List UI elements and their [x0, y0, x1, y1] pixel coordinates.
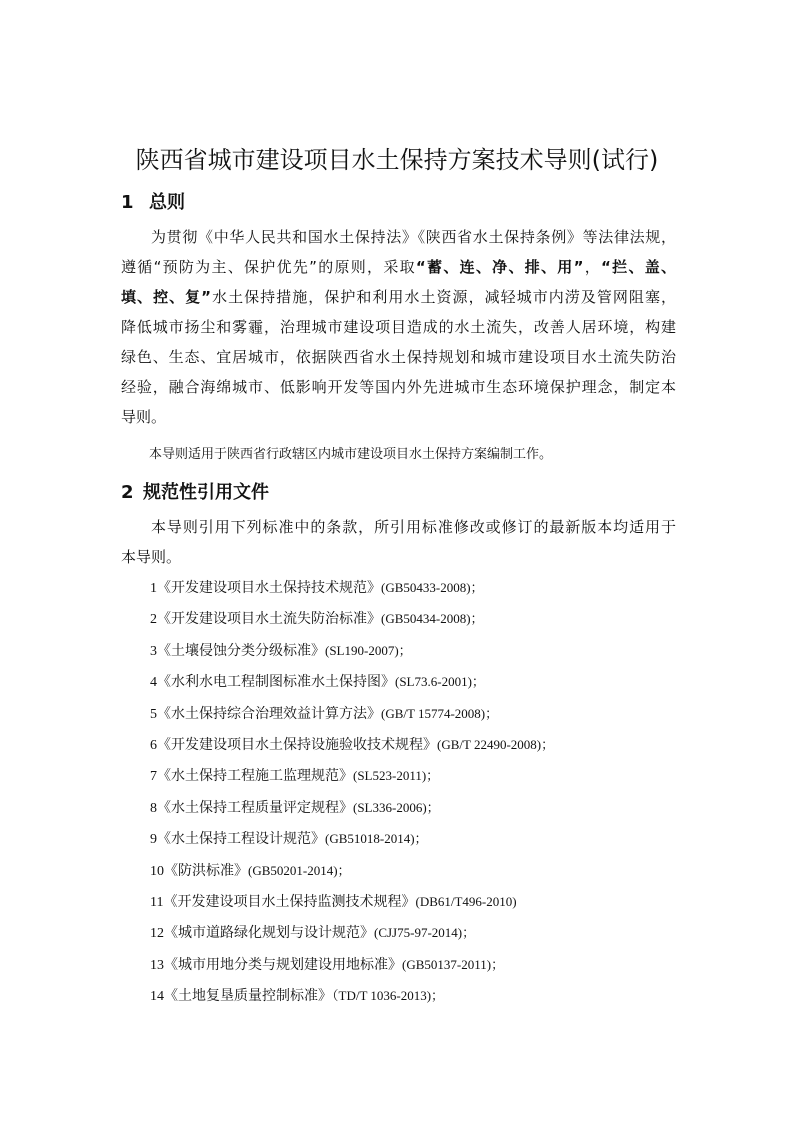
reference-code: (SL190-2007)；	[325, 642, 412, 658]
reference-item	[150, 603, 690, 634]
reference-item	[150, 760, 690, 791]
reference-code: （TD/T 1036-2013)；	[332, 988, 445, 1004]
reference-code: (CJJ75-97-2014)；	[374, 925, 476, 941]
reference-item	[150, 635, 690, 666]
section-2-intro-line-2: 本导则。	[121, 548, 182, 566]
reference-number: 10	[150, 863, 164, 879]
reference-title: 《水土保持工程设计规范》	[157, 831, 325, 848]
reference-title: 《水土保持工程质量评定规程》	[157, 799, 353, 816]
section-2-number: 2	[121, 482, 134, 503]
reference-item	[150, 792, 690, 823]
paragraph-1-measures-bold-3: 填、控、复”	[121, 288, 212, 306]
reference-item	[150, 666, 690, 697]
paragraph-1-line-5: 绿色、生态、宜居城市，依据陕西省水土保持规划和城市建设项目水土流失防治	[121, 348, 676, 366]
reference-number: 2	[150, 612, 157, 628]
section-2-intro-line-1: 本导则引用下列标准中的条款，所引用标准修改或修订的最新版本均适用于	[151, 518, 676, 536]
section-1-title: 总则	[149, 192, 185, 213]
reference-item	[150, 729, 690, 760]
section-2-heading	[121, 480, 269, 506]
reference-title: 《开发建设项目水土保持技术规范》	[157, 580, 381, 596]
paragraph-1-line-4: 降低城市扬尘和雾霾，治理城市建设项目造成的水土流失，改善人居环境，构建	[121, 318, 676, 336]
reference-number: 9	[150, 832, 157, 848]
reference-title: 《水土保持工程施工监理规范》	[157, 768, 353, 785]
paragraph-1-line-3-text: 水土保持措施，保护和利用水土资源，减轻城市内涝及管网阻塞，	[211, 288, 676, 306]
reference-title: 《土壤侵蚀分类分级标准》	[157, 642, 325, 659]
reference-title: 《城市用地分类与规划建设用地标准》	[164, 956, 402, 973]
reference-code: (GB50433-2008)；	[381, 580, 484, 595]
reference-number: 13	[150, 957, 164, 973]
reference-number: 14	[150, 989, 164, 1005]
reference-code: (GB50201-2014)；	[248, 862, 351, 878]
reference-item	[150, 917, 690, 948]
reference-title: 《开发建设项目水土流失防治标准》	[157, 611, 381, 628]
reference-item	[150, 823, 690, 854]
paragraph-1-line-2-text-a: 遵循“预防为主、保护优先”的原则，采取	[121, 258, 416, 276]
paragraph-1-line-3	[121, 282, 676, 312]
section-1-number: 1	[121, 192, 134, 213]
reference-number: 11	[150, 894, 164, 910]
reference-code: (SL73.6-2001)；	[395, 674, 485, 690]
reference-item	[150, 855, 690, 886]
reference-title: 《土地复垦质量控制标准》	[164, 988, 332, 1005]
reference-number: 1	[150, 581, 157, 596]
reference-item	[150, 886, 690, 917]
reference-code: (GB/T 15774-2008)；	[381, 705, 499, 721]
reference-list	[150, 572, 690, 1011]
document-title: 陕西省城市建设项目水土保持方案技术导则(试行)	[135, 146, 659, 174]
section-1-paragraph-2	[121, 440, 676, 470]
reference-code: (GB50434-2008)；	[381, 611, 484, 627]
reference-code: (DB61/T496-2010)	[415, 893, 517, 909]
paragraph-1-line-2-text-b: ，	[583, 258, 602, 276]
reference-title: 《防洪标准》	[164, 862, 248, 879]
reference-code: (GB/T 22490-2008)；	[437, 736, 555, 752]
reference-item	[150, 572, 690, 603]
reference-number: 7	[150, 769, 157, 785]
reference-number: 6	[150, 737, 157, 753]
paragraph-2-line: 本导则适用于陕西省行政辖区内城市建设项目水土保持方案编制工作。	[149, 447, 553, 462]
reference-title: 《水利水电工程制图标准水土保持图》	[157, 674, 395, 691]
reference-number: 3	[150, 643, 157, 659]
reference-code: (GB50137-2011)；	[402, 956, 505, 972]
paragraph-1-line-6: 经验，融合海绵城市、低影响开发等国内外先进城市生态环境保护理念，制定本	[121, 378, 676, 396]
reference-title: 《开发建设项目水土保持监测技术规程》	[163, 893, 416, 910]
paragraph-1-measures-bold-1: “蓄、连、净、排、用”	[415, 258, 584, 276]
section-2-intro	[121, 512, 676, 572]
reference-item	[150, 949, 690, 980]
reference-code: (GB51018-2014)；	[325, 831, 428, 847]
reference-title: 《开发建设项目水土保持设施验收技术规程》	[157, 736, 437, 753]
paragraph-1-line-1: 为贯彻《中华人民共和国水土保持法》《陕西省水土保持条例》等法律法规，	[151, 228, 676, 246]
reference-title: 《城市道路绿化规划与设计规范》	[164, 925, 374, 942]
paragraph-1-line-2	[121, 252, 676, 282]
reference-number: 8	[150, 800, 157, 816]
reference-code: (SL336-2006)；	[353, 799, 440, 815]
reference-item	[150, 698, 690, 729]
reference-item	[150, 980, 690, 1011]
section-2-title: 规范性引用文件	[143, 482, 269, 503]
reference-number: 5	[150, 706, 157, 722]
section-1-heading	[121, 190, 185, 216]
reference-code: (SL523-2011)；	[353, 768, 440, 784]
paragraph-1-measures-bold-2: “拦、盖、	[601, 258, 676, 276]
reference-title: 《水土保持综合治理效益计算方法》	[157, 705, 381, 722]
reference-number: 12	[150, 926, 164, 942]
section-1-paragraph-1	[121, 222, 676, 432]
reference-number: 4	[150, 675, 157, 691]
paragraph-1-line-7: 导则。	[121, 408, 167, 426]
